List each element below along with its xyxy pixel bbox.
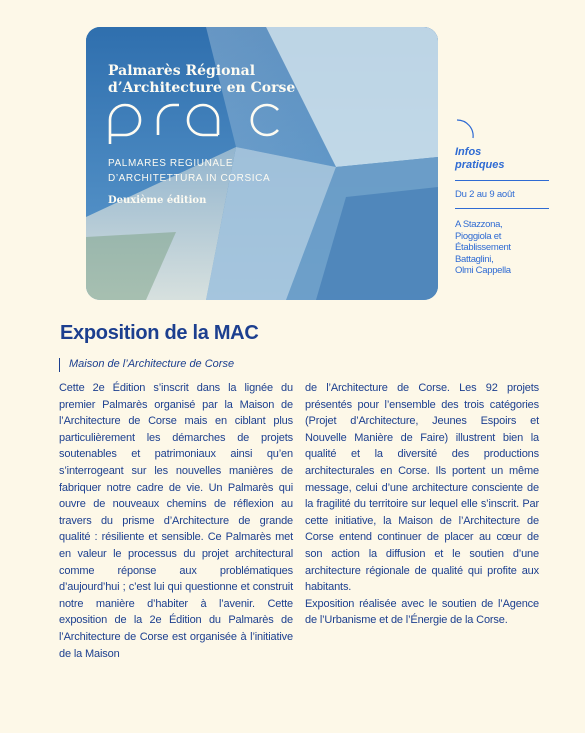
divider <box>455 208 549 209</box>
arc-decoration-icon <box>455 118 475 140</box>
article-title: Exposition de la MAC <box>60 322 259 344</box>
article-subtitle: Maison de l’Architecture de Corse <box>69 358 235 370</box>
poster-title: Palmarès Régional d’Architecture en Corse <box>108 63 296 96</box>
event-dates: Du 2 au 9 août <box>455 189 515 200</box>
article-column-left <box>59 380 293 662</box>
exhibition-poster-image <box>86 27 438 300</box>
article-paragraph: de l’Architecture de Corse. Les 92 projets présentés pour l’ensemble des trois catégories (Projet d’Architecture, Jeunes Espoirs et Nouvelle Manière de Faire) illustrent bien la qualité et la diversité des productions architecturales en Corse. Ils portent un même message, celui d’une architecture consciente de la fragilité du territoire sur lequel elle s’inscrit. Par cette initiative, la Maison de l’Architecture de Corse entend continuer de placer au cœur de son action la diffusion et le soutien d’une architecture régionale de qualité qui profite aux habitants. <box>305 382 539 594</box>
divider <box>455 180 549 181</box>
poster-edition: Deuxième édition <box>108 195 207 206</box>
article-column-right <box>305 380 539 629</box>
article-paragraph: Cette 2e Édition s’inscrit dans la lignée du premier Palmarès organisé par la Maison de l’Architecture de Corse mais en ciblant plus particulièrement les démarches de projets soutenables et patrimoniaux ainsi qu’en s’interrogeant sur les nouvelles manières de fabriquer notre cadre de vie. Un Palmarès qui ouvre de nouveaux chemins de réflexion au travers du prisme d’Architecture de grande qualité : résiliente et sensible. Ce Palmarès met en valeur le processus du projet architectural comme réponse aux problématiques d’aujourd’hui ; c’est lui qui questionne et construit notre manière d’habiter à l’avenir. Cette exposition de la 2e Édition du Palmarès de l’Architecture de Corse est organisée à l’initiative de la Maison <box>59 382 293 660</box>
subtitle-bar <box>59 358 60 372</box>
article-paragraph: Exposition réalisée avec le soutien de l’Agence de l’Urbanisme et de l’Énergie de la Corse. <box>305 597 539 627</box>
event-location: A Stazzona, Pioggiola et Établissement Battaglini, Olmi Cappella <box>455 219 511 276</box>
prac-logo-icon <box>106 102 286 144</box>
practical-info-title: Infos pratiques <box>455 146 505 171</box>
poster-subtitle: PALMARES REGIUNALE D’ARCHITETTURA IN CORSICA <box>108 158 271 184</box>
